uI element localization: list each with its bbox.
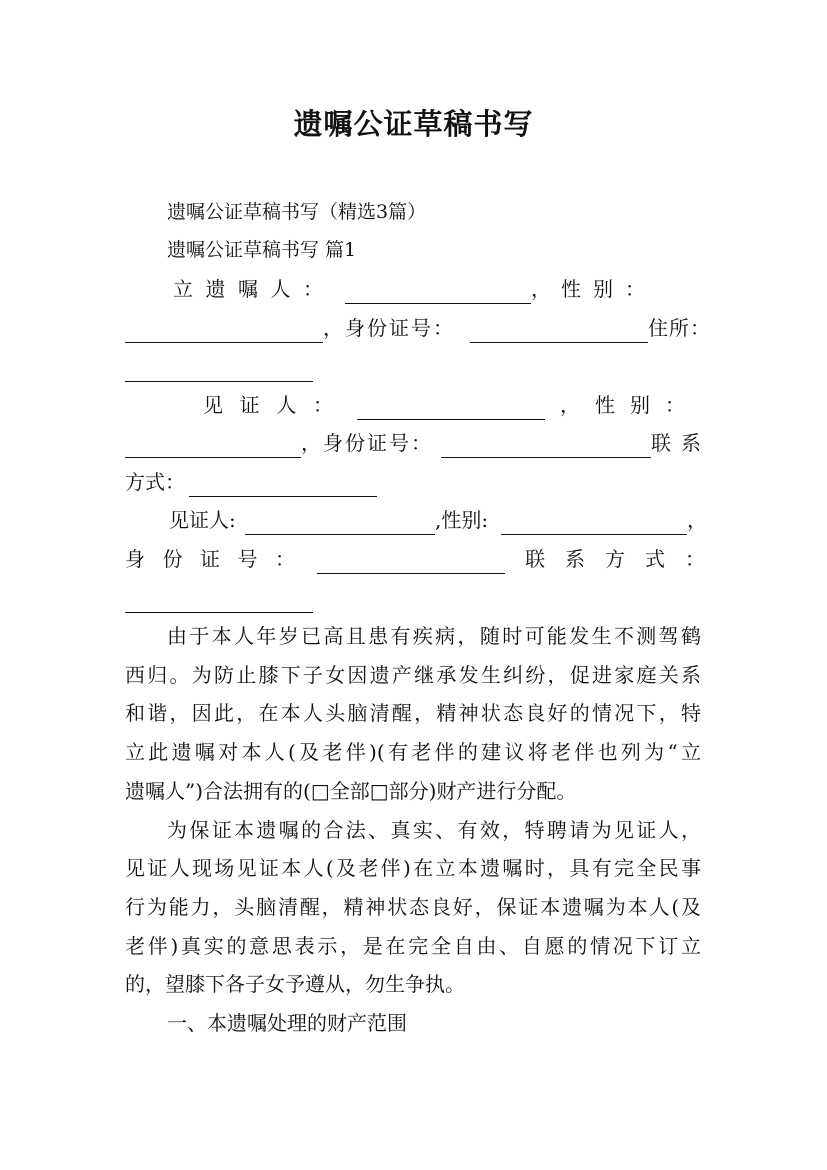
witness1-id-line <box>125 428 705 458</box>
body-line: 西归。为防止膝下子女因遗产继承发生纠纷，促进家庭关系 <box>125 663 701 687</box>
document-subtitle: 遗嘱公证草稿书写（精选3篇） <box>167 201 427 223</box>
witness1-name-field[interactable] <box>357 397 545 420</box>
witness2-contact-line <box>125 583 705 613</box>
witness2-gender-field[interactable] <box>501 512 687 535</box>
witness2-id-field[interactable] <box>317 551 505 574</box>
section-heading: 遗嘱公证草稿书写 篇1 <box>167 239 357 261</box>
id-label-spaced: 身份证号： <box>125 547 295 571</box>
witness2-name-field[interactable] <box>245 512 435 535</box>
witness2-line <box>125 505 705 535</box>
testator-id-line <box>125 313 711 343</box>
witness1-contact-field[interactable] <box>189 474 377 497</box>
comma-2: ， <box>560 393 580 417</box>
id-label: ，身份证号： <box>323 316 455 340</box>
body-line: 由于本人年岁已高且患有疾病，随时可能发生不测驾鹤 <box>167 624 701 648</box>
witness1-line <box>125 390 705 420</box>
contact-label-spaced: 联系方式： <box>525 547 705 571</box>
testator-gender-field[interactable] <box>125 320 323 343</box>
testator-address-field[interactable] <box>125 359 313 382</box>
gender-label: 性别： <box>561 277 645 301</box>
document-title: 遗嘱公证草稿书写 <box>293 107 534 141</box>
body-line: 遗嘱人”)合法拥有的(□全部□部分)财产进行分配。 <box>125 779 577 803</box>
witness1-contact-line <box>125 467 705 497</box>
gender-label-short: ,性别: <box>435 508 489 532</box>
gender-label-2: 性别： <box>595 393 685 417</box>
list-heading: 一、本遗嘱处理的财产范围 <box>167 1011 407 1035</box>
body-line: 的，望膝下各子女予遵从，勿生争执。 <box>125 972 465 996</box>
id-label-2: ，身份证号： <box>301 431 433 455</box>
witness-label: 见证人： <box>203 393 333 417</box>
trailing-comma: ， <box>687 508 707 532</box>
address-label: 住所： <box>648 316 711 340</box>
contact-label-a: 联系 <box>651 431 701 455</box>
body-line: 见证人现场见证本人(及老伴)在立本遗嘱时，具有完全民事 <box>125 856 701 880</box>
body-line: 老伴)真实的意思表示，是在完全自由、自愿的情况下订立 <box>125 934 701 958</box>
testator-id-field[interactable] <box>470 320 648 343</box>
testator-address-line <box>125 352 705 382</box>
witness-label-short: 见证人: <box>169 508 236 532</box>
witness2-id-line <box>125 544 705 574</box>
body-line: 和谐，因此，在本人头脑清醒，精神状态良好的情况下，特 <box>125 701 701 725</box>
witness2-contact-field[interactable] <box>125 590 313 613</box>
testator-line <box>125 274 705 304</box>
body-line: 行为能力，头脑清醒，精神状态良好，保证本遗嘱为本人(及 <box>125 895 701 919</box>
witness1-id-field[interactable] <box>441 435 651 458</box>
body-line: 立此遗嘱对本人(及老伴)(有老伴的建议将老伴也列为“立 <box>125 740 701 764</box>
contact-label-b: 方式： <box>125 470 185 494</box>
testator-label: 立遗嘱人： <box>173 277 323 301</box>
comma: ， <box>531 277 551 301</box>
witness1-gender-field[interactable] <box>125 435 301 458</box>
body-line: 为保证本遗嘱的合法、真实、有效，特聘请为见证人， <box>167 818 701 842</box>
testator-name-field[interactable] <box>345 281 531 304</box>
